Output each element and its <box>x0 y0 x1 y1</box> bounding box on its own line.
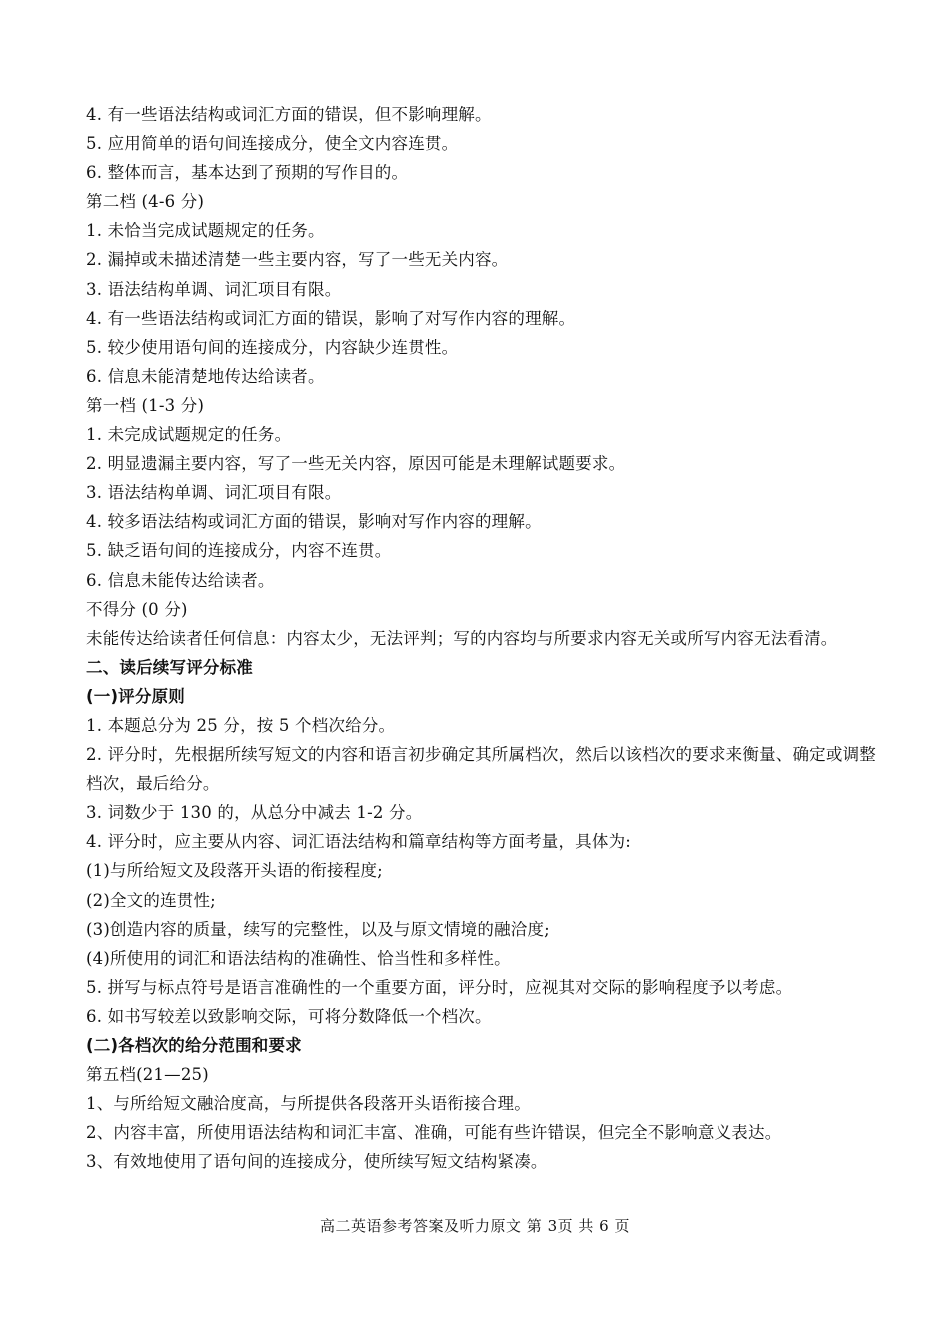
level-heading: 不得分 (0 分) <box>86 599 188 619</box>
text-line: 4. 较多语法结构或词汇方面的错误，影响对写作内容的理解。 <box>86 512 542 532</box>
level-heading: 第一档 (1-3 分) <box>86 395 205 415</box>
paragraph: 2. 评分时，先根据所续写短文的内容和语言初步确定其所属档次，然后以该档次的要求来衡量、确定或调整档次，最后给分。 <box>86 745 876 794</box>
subsection-heading: (二)各档次的给分范围和要求 <box>86 1036 302 1055</box>
text-line: 4. 评分时，应主要从内容、词汇语法结构和篇章结构等方面考量，具体为: <box>86 832 632 852</box>
text-line: 2、内容丰富，所使用语法结构和词汇丰富、准确，可能有些许错误，但完全不影响意义表达。 <box>86 1123 782 1143</box>
text-line: 5. 缺乏语句间的连接成分，内容不连贯。 <box>86 541 392 561</box>
text-line: 5. 应用简单的语句间连接成分，使全文内容连贯。 <box>86 134 459 154</box>
page-footer: 高二英语参考答案及听力原文 第 3页 共 6 页 <box>320 1217 630 1235</box>
text-line: 4. 有一些语法结构或词汇方面的错误，影响了对写作内容的理解。 <box>86 308 576 328</box>
text-line: 6. 整体而言，基本达到了预期的写作目的。 <box>86 163 409 183</box>
text-line: 4. 有一些语法结构或词汇方面的错误，但不影响理解。 <box>86 105 492 124</box>
text-line: 6. 信息未能传达给读者。 <box>86 570 275 590</box>
subsection-heading: (一)评分原则 <box>86 686 185 706</box>
text-line: (1)与所给短文及段落开头语的衔接程度; <box>86 861 383 881</box>
text-line: 6. 如书写较差以致影响交际，可将分数降低一个档次。 <box>86 1006 492 1026</box>
text-line: 3. 词数少于 130 的，从总分中减去 1-2 分。 <box>86 803 423 823</box>
text-line: 2. 漏掉或未描述清楚一些主要内容，写了一些无关内容。 <box>86 250 509 270</box>
text-line: (3)创造内容的质量，续写的完整性，以及与原文情境的融洽度; <box>86 919 550 939</box>
text-line: (2)全文的连贯性; <box>86 890 216 910</box>
document-body <box>86 100 876 1176</box>
text-line: 2. 明显遗漏主要内容，写了一些无关内容，原因可能是未理解试题要求。 <box>86 454 626 474</box>
text-line: 1. 本题总分为 25 分，按 5 个档次给分。 <box>86 715 396 735</box>
text-line: 5. 较少使用语句间的连接成分，内容缺少连贯性。 <box>86 337 459 357</box>
paragraph: 未能传达给读者任何信息：内容太少，无法评判；写的内容均与所要求内容无关或所写内容无法看清。 <box>86 628 838 648</box>
level-heading: 第五档(21—25) <box>86 1065 209 1085</box>
level-heading: 第二档 (4-6 分) <box>86 192 205 212</box>
text-line: 3、有效地使用了语句间的连接成分，使所续写短文结构紧凑。 <box>86 1152 548 1172</box>
section-heading: 二、读后续写评分标准 <box>86 657 253 677</box>
text-line: 6. 信息未能清楚地传达给读者。 <box>86 366 325 386</box>
text-line: (4)所使用的词汇和语法结构的准确性、恰当性和多样性。 <box>86 948 511 968</box>
text-line: 1. 未完成试题规定的任务。 <box>86 425 292 445</box>
text-line: 1. 未恰当完成试题规定的任务。 <box>86 221 325 241</box>
text-line: 1、与所给短文融洽度高，与所提供各段落开头语衔接合理。 <box>86 1094 531 1114</box>
text-line: 3. 语法结构单调、词汇项目有限。 <box>86 483 342 503</box>
text-line: 3. 语法结构单调、词汇项目有限。 <box>86 279 342 299</box>
text-line: 5. 拼写与标点符号是语言准确性的一个重要方面，评分时，应视其对交际的影响程度予以考虑。 <box>86 977 793 997</box>
